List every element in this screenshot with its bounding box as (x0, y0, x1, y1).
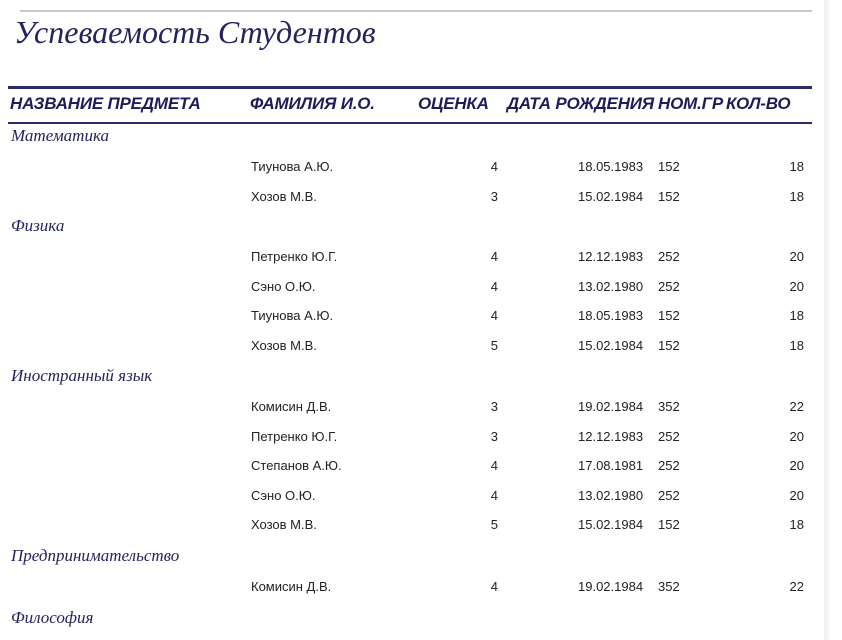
birthdate-value: 13.02.1980 (578, 488, 644, 503)
student-name: Хозов М.В. (251, 189, 317, 204)
group-count: 22 (789, 579, 804, 594)
grade-value: 4 (490, 279, 498, 294)
table-row (0, 488, 842, 508)
student-name: Степанов А.Ю. (251, 458, 342, 473)
student-name: Хозов М.В. (251, 517, 317, 532)
birthdate-value: 18.05.1983 (578, 308, 644, 323)
student-name: Петренко Ю.Г. (251, 429, 338, 444)
group-count: 18 (789, 189, 804, 204)
group-subject-title: Предпринимательство (11, 546, 180, 565)
group-number: 152 (658, 338, 680, 353)
table-row (0, 429, 842, 449)
table-row (0, 159, 842, 179)
grade-value: 4 (490, 579, 498, 594)
group-number: 252 (658, 488, 680, 503)
table-row (0, 249, 842, 269)
group-count: 18 (789, 308, 804, 323)
group-number: 352 (658, 399, 680, 414)
table-row (0, 338, 842, 358)
grade-value: 4 (490, 159, 498, 174)
group-count: 20 (789, 488, 804, 503)
student-name: Комисин Д.В. (251, 399, 332, 414)
student-name: Комисин Д.В. (251, 579, 332, 594)
student-name: Сэно О.Ю. (251, 488, 316, 503)
student-name: Тиунова А.Ю. (251, 308, 334, 323)
group-count: 20 (789, 458, 804, 473)
birthdate-value: 15.02.1984 (578, 517, 644, 532)
group-subject-title: Философия (11, 608, 94, 627)
grade-value: 3 (490, 189, 498, 204)
column-header-count: КОЛ-ВО (726, 94, 791, 113)
grade-value: 4 (490, 488, 498, 503)
student-name: Сэно О.Ю. (251, 279, 316, 294)
birthdate-value: 12.12.1983 (578, 429, 644, 444)
grade-value: 4 (490, 458, 498, 473)
group-count: 20 (789, 249, 804, 264)
report-title: Успеваемость Студентов (14, 14, 376, 50)
group-number: 152 (658, 189, 680, 204)
grade-value: 3 (490, 399, 498, 414)
birthdate-value: 15.02.1984 (578, 338, 644, 353)
column-header-birthdate: ДАТА РОЖДЕНИЯ (506, 94, 654, 113)
table-row (0, 279, 842, 299)
grade-value: 3 (490, 429, 498, 444)
table-row (0, 458, 842, 478)
table-row (0, 579, 842, 599)
group-count: 18 (789, 159, 804, 174)
grade-value: 4 (490, 308, 498, 323)
birthdate-value: 19.02.1984 (578, 579, 644, 594)
birthdate-value: 12.12.1983 (578, 249, 644, 264)
table-row (0, 399, 842, 419)
group-number: 152 (658, 308, 680, 323)
student-name: Петренко Ю.Г. (251, 249, 338, 264)
group-number: 252 (658, 458, 680, 473)
birthdate-value: 15.02.1984 (578, 189, 644, 204)
column-header-name: ФАМИЛИЯ И.О. (250, 94, 375, 113)
group-count: 18 (789, 338, 804, 353)
table-row (0, 189, 842, 209)
student-name: Хозов М.В. (251, 338, 317, 353)
birthdate-value: 17.08.1981 (578, 458, 644, 473)
group-count: 18 (789, 517, 804, 532)
table-row (0, 308, 842, 328)
column-header-group: НОМ.ГР (658, 94, 723, 113)
column-header-grade: ОЦЕНКА (418, 94, 489, 113)
group-subject-title: Физика (11, 216, 65, 235)
birthdate-value: 19.02.1984 (578, 399, 644, 414)
birthdate-value: 18.05.1983 (578, 159, 644, 174)
grade-value: 5 (490, 338, 498, 353)
group-subject-title: Математика (11, 126, 109, 145)
group-number: 252 (658, 249, 680, 264)
group-count: 20 (789, 429, 804, 444)
birthdate-value: 13.02.1980 (578, 279, 644, 294)
grade-value: 4 (490, 249, 498, 264)
group-number: 252 (658, 279, 680, 294)
table-row (0, 517, 842, 537)
grade-value: 5 (490, 517, 498, 532)
group-subject-title: Иностранный язык (11, 366, 153, 385)
group-number: 152 (658, 517, 680, 532)
column-header-subject: НАЗВАНИЕ ПРЕДМЕТА (10, 94, 201, 113)
group-count: 22 (789, 399, 804, 414)
group-number: 252 (658, 429, 680, 444)
group-count: 20 (789, 279, 804, 294)
student-name: Тиунова А.Ю. (251, 159, 334, 174)
group-number: 152 (658, 159, 680, 174)
group-number: 352 (658, 579, 680, 594)
